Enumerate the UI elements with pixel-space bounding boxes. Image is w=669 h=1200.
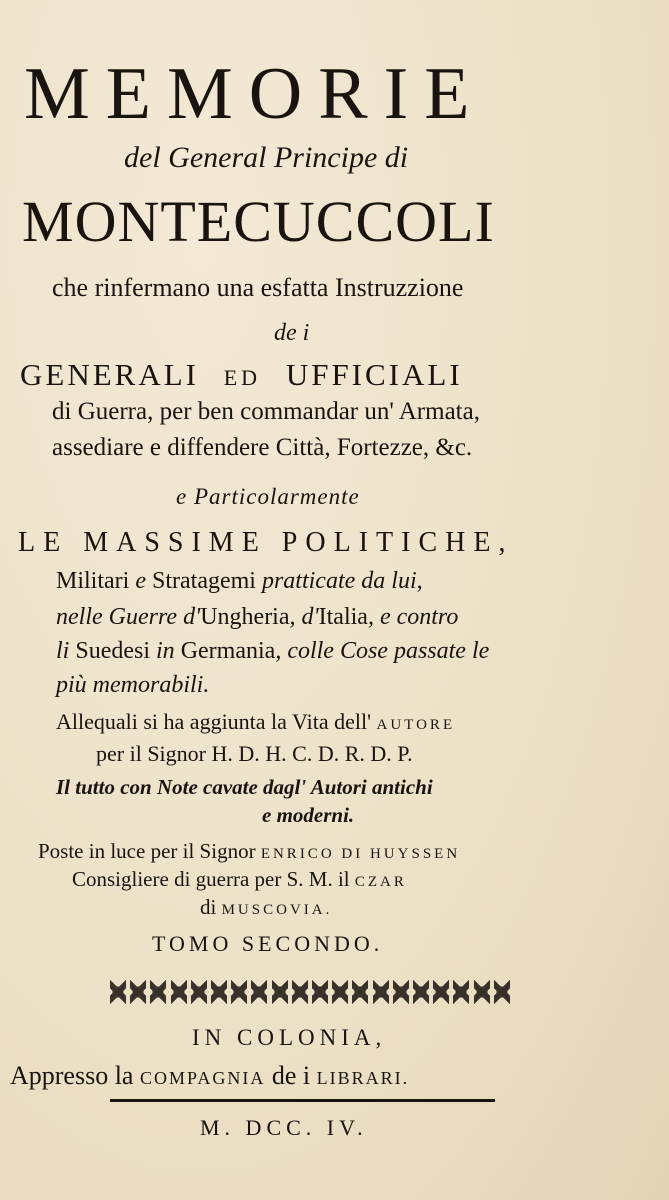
ornament-icon [413, 979, 429, 1005]
ornament-icon [453, 979, 469, 1005]
word-czar: CZAR [354, 874, 407, 890]
ornament-band [110, 975, 510, 1009]
word-colle-cose: , colle Cose passate le [275, 638, 490, 664]
ornament-icon [373, 979, 389, 1005]
word-allequali: Allequali si ha aggiunta la Vita dell' [56, 709, 372, 734]
word-italia: Italia [318, 604, 368, 630]
line-signor: per il Signor H. D. H. C. D. R. D. P. [96, 741, 413, 766]
word-di: di [200, 895, 217, 919]
line-massime: LE MASSIME POLITICHE, [18, 527, 514, 558]
word-consigliere: Consigliere di guerra per S. M. il [72, 867, 350, 891]
word-nelle-guerre: nelle Guerre d' [56, 604, 201, 630]
line-assediare: assediare e diffendere Città, Fortezze, &c. [52, 434, 473, 461]
word-militari: Militari [56, 568, 130, 594]
word-ufficiali: UFFICIALI [285, 357, 463, 392]
word-librari: LIBRARI. [316, 1068, 410, 1088]
word-pratticate: pratticate da lui, [261, 568, 423, 594]
imprint-year: M. DCC. IV. [200, 1115, 368, 1140]
word-d: , d' [289, 604, 319, 630]
line-moderni: e moderni. [262, 803, 355, 827]
word-germania: Germania [180, 638, 276, 664]
ornament-icon [393, 979, 409, 1005]
line-nelle-guerre [56, 602, 458, 632]
word-ungheria: Ungheria [200, 604, 290, 630]
ornament-icon [292, 979, 308, 1005]
line-instruzzione: che rinfermano una esfatta Instruzzione [52, 273, 464, 302]
word-poste: Poste in luce per il Signor [38, 839, 256, 863]
ornament-icon [110, 979, 126, 1005]
word-appresso: Appresso la [10, 1061, 134, 1090]
word-li: li [56, 638, 70, 664]
line-de-i: de i [274, 320, 310, 346]
ornament-icon [211, 979, 227, 1005]
line-particolarmente: e Particolarmente [176, 484, 360, 509]
publisher-line [10, 1060, 409, 1094]
ornament-icon [150, 979, 166, 1005]
line-poste [38, 838, 460, 867]
line-generali [20, 356, 620, 397]
line-consigliere [72, 866, 407, 895]
ornament-icon [191, 979, 207, 1005]
line-di-guerra: di Guerra, per ben commandar un' Armata, [52, 398, 480, 425]
line-il-tutto: Il tutto con Note cavate dagl' Autori antichi [56, 775, 433, 799]
main-title: MEMORIE [24, 53, 486, 135]
line-militari [56, 566, 423, 596]
subtitle: del General Principe di [124, 141, 409, 174]
word-suedesi: Suedesi [75, 638, 151, 664]
author-name: MONTECUCCOLI [22, 189, 495, 254]
word-enrico: ENRICO DI HUYSSEN [260, 846, 461, 862]
ornament-icon [251, 979, 267, 1005]
ornament-icon [272, 979, 288, 1005]
place-label: IN COLONIA, [192, 1025, 387, 1050]
word-e-contro: , e contro [367, 604, 459, 630]
ornament-icon [352, 979, 368, 1005]
word-stratagemi: Stratagemi [151, 568, 256, 594]
divider-rule [110, 1099, 495, 1102]
word-in: in [156, 638, 175, 664]
ornament-icon [494, 979, 510, 1005]
word-de-i: de i [271, 1061, 311, 1090]
word-autore: AUTORE [376, 717, 456, 733]
word-e: e [135, 568, 146, 594]
ornament-icon [171, 979, 187, 1005]
ornament-icon [433, 979, 449, 1005]
word-ed: ED [223, 365, 262, 390]
ornament-icon [312, 979, 328, 1005]
volume-label: TOMO SECONDO. [152, 931, 384, 956]
word-generali: GENERALI [20, 357, 199, 392]
ornament-icon [474, 979, 490, 1005]
ornament-icon [231, 979, 247, 1005]
ornament-icon [130, 979, 146, 1005]
word-compagnia: COMPAGNIA [139, 1068, 266, 1088]
word-muscovia: MUSCOVIA. [221, 902, 333, 918]
line-muscovia [200, 894, 332, 923]
ornament-icon [332, 979, 348, 1005]
line-suedesi [56, 636, 489, 666]
line-allequali [56, 708, 455, 739]
line-memorabili: più memorabili. [56, 672, 210, 698]
